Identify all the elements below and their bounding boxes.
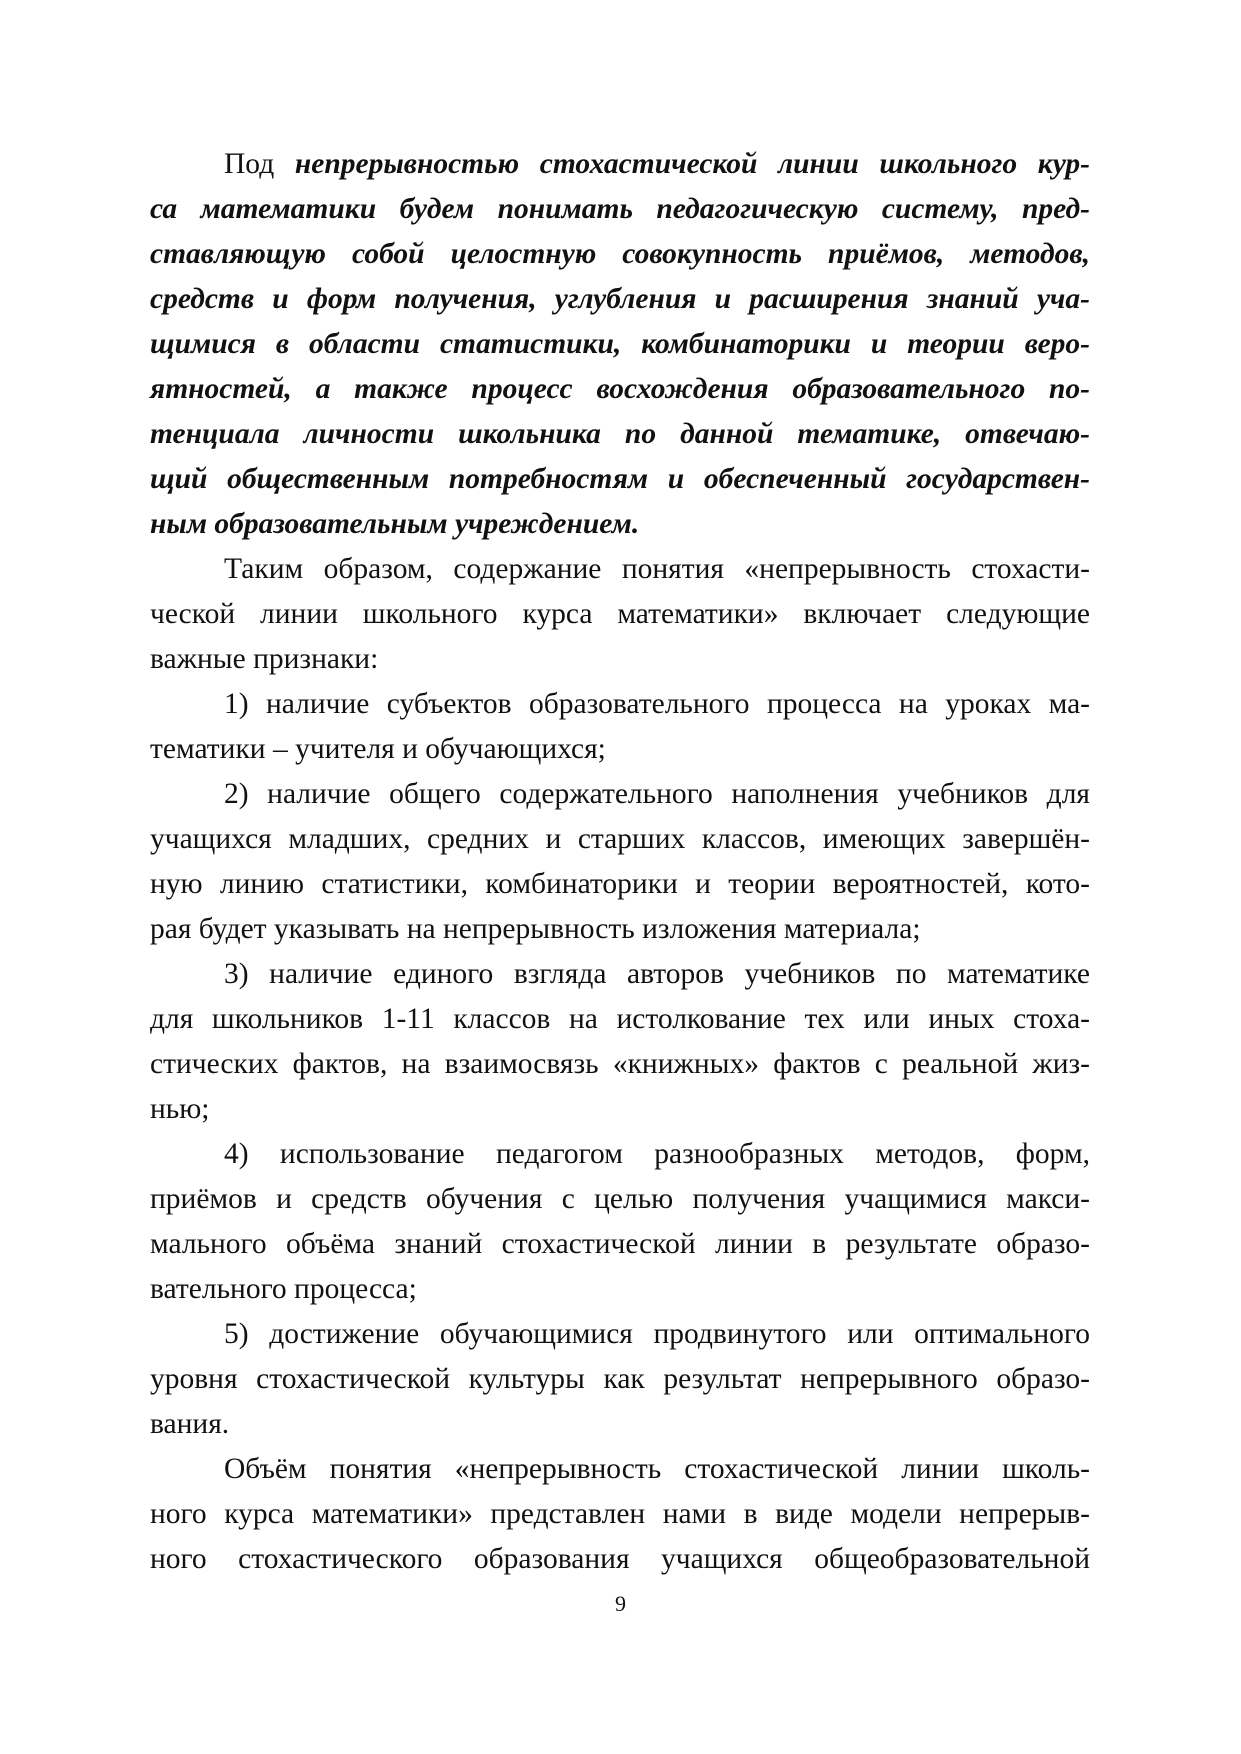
paragraph-line: Объём понятия «непрерывность стохастической линии школь- (224, 1453, 1090, 1485)
paragraph-line: 4) использование педагогом разнообразных методов, форм, (224, 1138, 1090, 1170)
definition-lead: Под (224, 148, 275, 180)
paragraph-line: Таким образом, содержание понятия «непрерывность стохасти- (224, 553, 1090, 585)
paragraph-line: ного стохастического образования учащихся общеобразовательной (150, 1543, 1090, 1575)
paragraph-line: важные признаки: (150, 643, 379, 675)
list-item-4 (150, 1132, 1090, 1312)
paragraph-line: уровня стохастической культуры как результат непрерывного образо- (150, 1363, 1090, 1395)
paragraph-line: приёмов и средств обучения с целью получения учащимися макси- (150, 1183, 1090, 1215)
paragraph-line: нью; (150, 1093, 210, 1125)
paragraph-line: са математики будем понимать педагогическую систему, пред- (150, 193, 1090, 225)
paragraph-line: вательного процесса; (150, 1273, 417, 1305)
paragraph-line: 2) наличие общего содержательного наполнения учебников для (224, 778, 1090, 810)
paragraph-line: мального объёма знаний стохастической линии в результате образо- (150, 1228, 1090, 1260)
paragraph-line: тенциала личности школьника по данной тематике, отвечаю- (150, 418, 1090, 450)
paragraph-line: стических фактов, на взаимосвязь «книжных» фактов с реальной жиз- (150, 1048, 1090, 1080)
paragraph-line: для школьников 1-11 классов на истолкование тех или иных стоха- (150, 1003, 1090, 1035)
paragraph-line: рая будет указывать на непрерывность изложения материала; (150, 913, 921, 945)
definition-term: непрерывностью стохастической линии школьного кур- (294, 148, 1091, 180)
summary-paragraph (150, 547, 1090, 682)
paragraph-line: ную линию статистики, комбинаторики и теории вероятностей, кото- (150, 868, 1090, 900)
list-item-1 (150, 682, 1090, 772)
paragraph-line: ным образовательным учреждением. (150, 508, 640, 540)
list-item-3 (150, 952, 1090, 1132)
paragraph-line: средств и форм получения, углубления и расширения знаний уча- (150, 283, 1090, 315)
volume-paragraph (150, 1447, 1090, 1582)
page-body (150, 142, 1090, 1582)
definition-paragraph (150, 142, 1090, 547)
list-item-2 (150, 772, 1090, 952)
paragraph-line: 3) наличие единого взгляда авторов учебников по математике (224, 958, 1090, 990)
paragraph-line: учащихся младших, средних и старших классов, имеющих завершён- (150, 823, 1090, 855)
page-number: 9 (615, 1591, 626, 1616)
list-item-5 (150, 1312, 1090, 1447)
paragraph-line: ятностей, а также процесс восхождения образовательного по- (150, 373, 1090, 405)
paragraph-line: щимися в области статистики, комбинаторики и теории веро- (150, 328, 1090, 360)
paragraph-line: 5) достижение обучающимися продвинутого или оптимального (224, 1318, 1090, 1350)
paragraph-line: 1) наличие субъектов образовательного процесса на уроках ма- (224, 688, 1090, 720)
paragraph-line: вания. (150, 1408, 230, 1440)
paragraph-line: тематики – учителя и обучающихся; (150, 733, 606, 765)
paragraph-line: ставляющую собой целостную совокупность приёмов, методов, (150, 238, 1090, 270)
paragraph-line: щий общественным потребностям и обеспеченный государствен- (150, 463, 1090, 495)
paragraph-line (150, 142, 1090, 187)
paragraph-line: ного курса математики» представлен нами в виде модели непрерыв- (150, 1498, 1090, 1530)
paragraph-line: ческой линии школьного курса математики» включает следующие (150, 598, 1090, 630)
